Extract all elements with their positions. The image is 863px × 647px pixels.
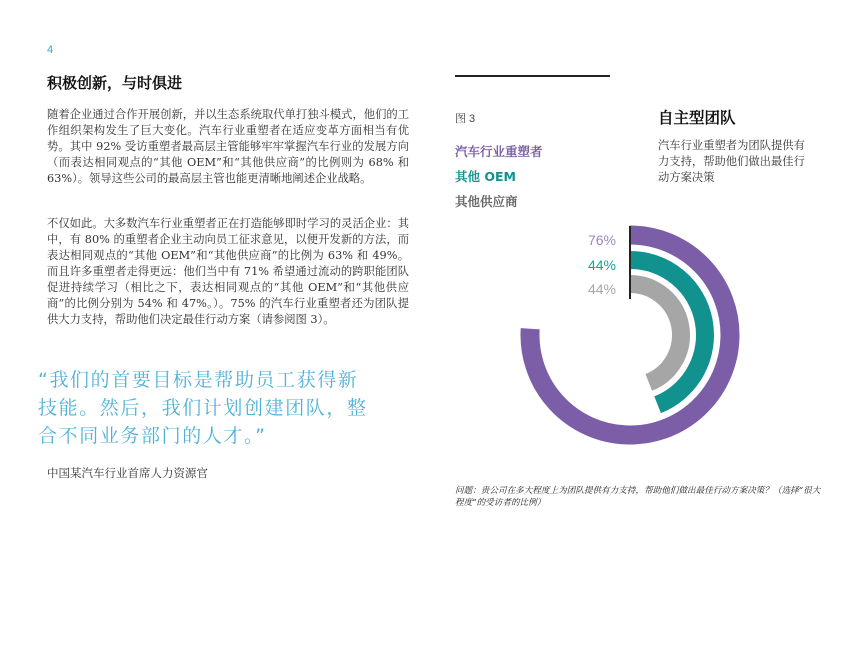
data-label-reinventors: 76% [587, 232, 616, 248]
quote-attribution: 中国某汽车行业首席人力资源官 [47, 466, 208, 480]
figure-title: 自主型团队 [658, 109, 736, 127]
figure-footnote: 问题：贵公司在多大程度上为团队提供有力支持，帮助他们做出最佳行动方案决策？（选择“很大程度”的受访者的比例） [455, 486, 821, 508]
legend-item-other-oem: 其他 OEM [455, 169, 516, 184]
radial-bar-other-suppliers [630, 284, 681, 382]
legend-item-other-suppliers: 其他供应商 [455, 194, 518, 209]
body-paragraph-1: 随着企业通过合作开展创新，并以生态系统取代单打独斗模式，他们的工作组织架构发生了巨大变化。汽车行业重塑者在适应变革方面相当有优势。其中 92% 受访重塑者最高层主管能够牢牢掌握汽车行业的发展方向（而表达相同观点的“其他 OEM”和“其他供应商”的比例则为 68% 和 63%）。领导这些公司的最高层主管也能更清晰地阐述企业战略。 [47, 108, 409, 185]
section-title: 积极创新，与时俱进 [47, 74, 183, 92]
figure-label: 图 3 [455, 113, 476, 125]
figure-top-rule [455, 75, 610, 77]
legend-item-reinventors: 汽车行业重塑者 [455, 144, 543, 159]
body-paragraph-2: 不仅如此。大多数汽车行业重塑者正在打造能够即时学习的灵活企业：其中，有 80% 的重塑者企业主动向员工征求意见，以便开发新的方法，而表达相同观点的“其他 OEM”和“其他供应商”的比例为 63% 和 49%。而且许多重塑者走得更远：他们当中有 71% 希望通过流动的跨职能团队促进持续学习（相比之下，表达相同观点的“其他 OEM”和“其他供应商”的比例分别为 54% 和 47%。）。75% 的汽车行业重塑者还为团队提供大力支持，帮助他们决定最佳行动方案（请参阅图 3）。 [47, 217, 409, 326]
figure-description: 汽车行业重塑者为团队提供有力支持，帮助他们做出最佳行动方案决策 [658, 139, 805, 184]
data-label-other-suppliers: 44% [587, 281, 616, 297]
page-number: 4 [47, 44, 54, 56]
radial-bar-chart [520, 215, 760, 455]
data-label-other-oem: 44% [587, 257, 616, 273]
pull-quote: “我们的首要目标是帮助员工获得新技能。然后，我们计划创建团队，整合不同业务部门的人才。” [38, 369, 368, 447]
